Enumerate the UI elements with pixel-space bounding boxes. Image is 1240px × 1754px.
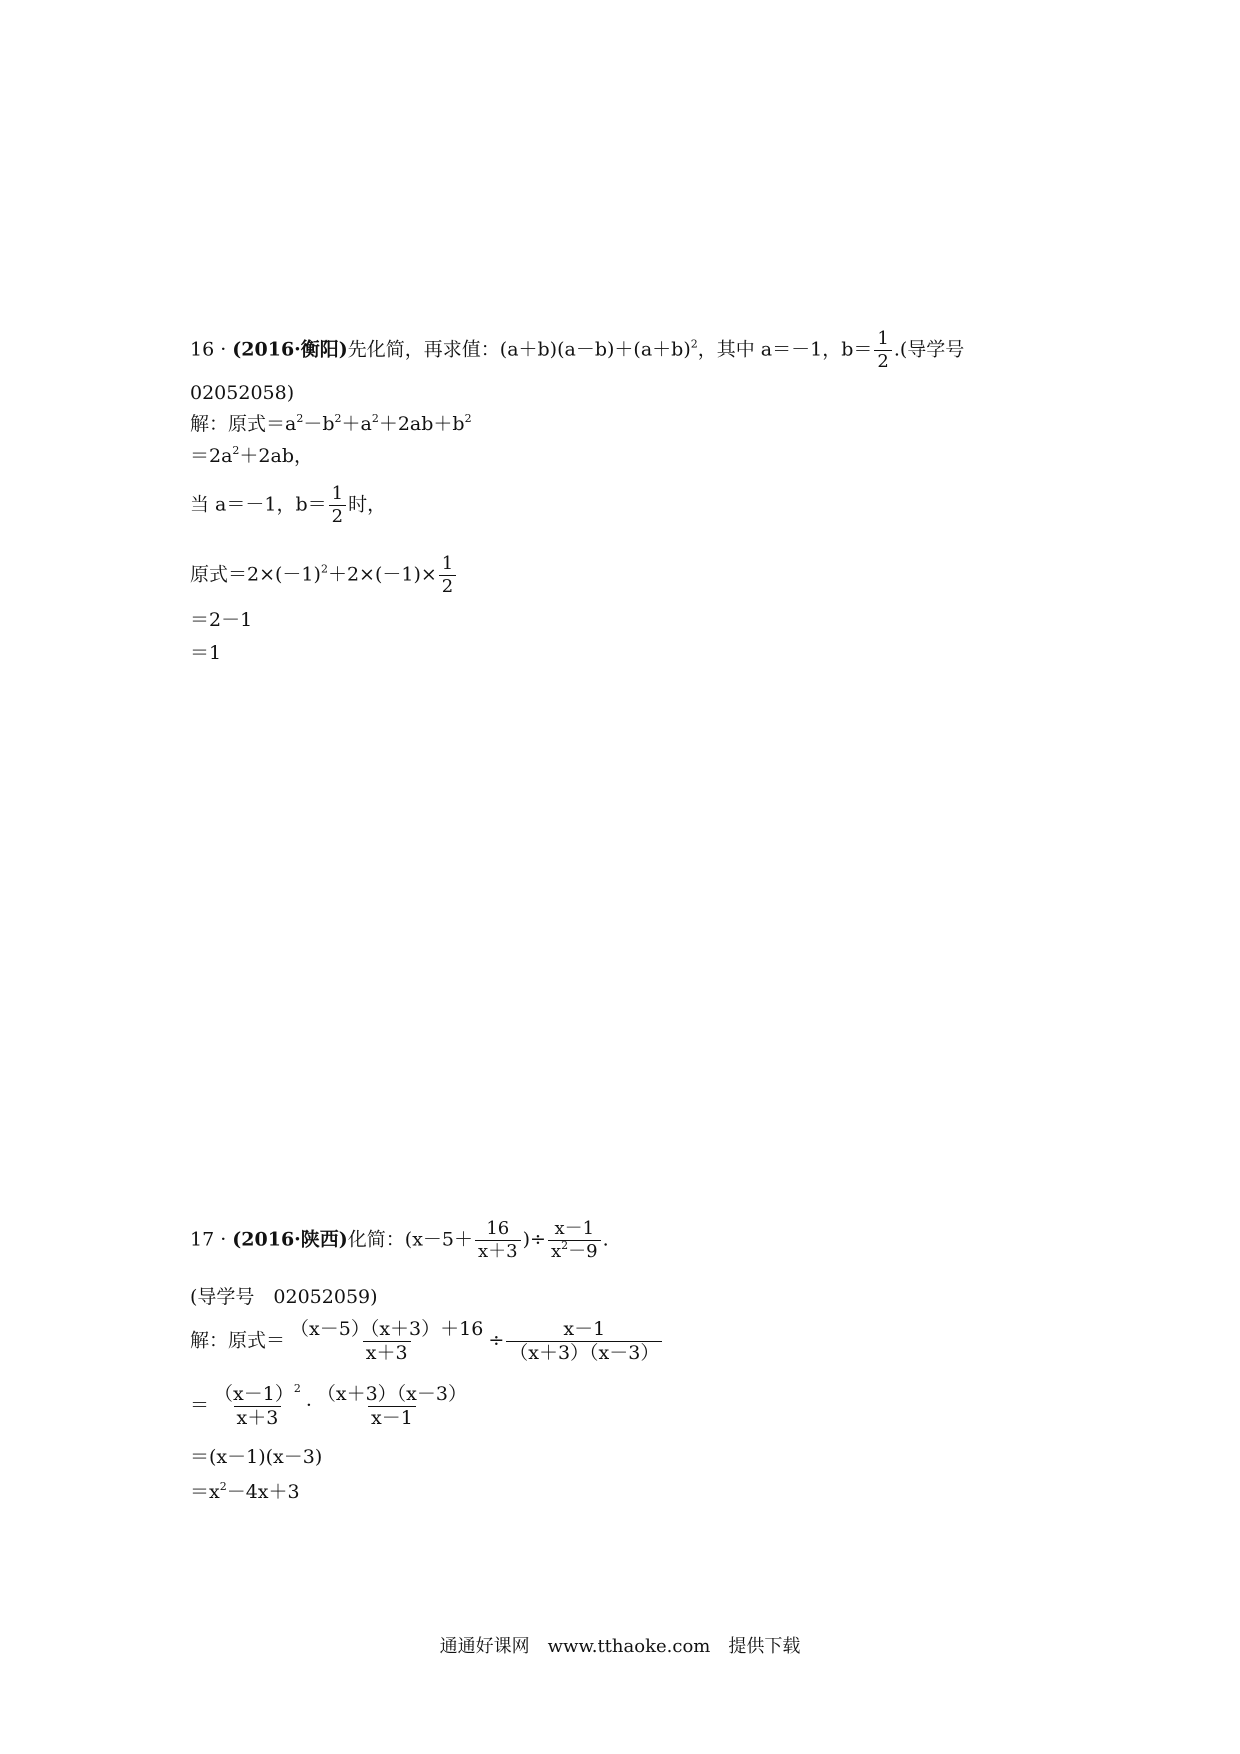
solution-17-line-3: ＝(x－1)(x－3) bbox=[190, 1446, 323, 1468]
solution-17-line-1: 解：原式＝ $\frac{(x-5)(x+3)+16}{x+3}$ ÷ $\frac{x-1}{(x+3)(x-3)}$ bbox=[190, 1320, 664, 1363]
solution-16-line-6: ＝1 bbox=[190, 642, 222, 664]
fraction-product: $\frac{(x+3)(x-3)}{x-1}$ bbox=[316, 1383, 467, 1429]
reference-label: .(导学号 bbox=[893, 338, 965, 361]
page-footer: 通通好课网 www.tthaoke.com 提供下载 bbox=[439, 1636, 801, 1657]
solution-16-line-5: ＝2－1 bbox=[190, 609, 253, 631]
fraction-half: $\frac{1}{2}$ bbox=[439, 555, 456, 596]
fraction-half: $\frac{1}{2}$ bbox=[329, 485, 346, 526]
problem-source: (2016·衡阳) bbox=[232, 338, 348, 361]
solution-16-line-3: 当 a＝－1，b＝ $\frac{1}{2}$ 时， bbox=[190, 483, 387, 527]
problem-16-statement: 16 · (2016·衡阳)先化简，再求值：$(a+b)(a-b)+(a+b)^2$，其中 a＝－1，b＝ $\frac{1}{2}$ .(导学号 bbox=[190, 328, 965, 372]
solution-16-line-1: 解：原式$=a^2-b^2+a^2+2ab+b^2$ bbox=[190, 412, 472, 435]
problem-source: (2016·陕西) bbox=[232, 1228, 348, 1251]
fraction-squared: $\frac{(x-1)^2}{x+3}$ bbox=[214, 1382, 301, 1429]
solution-17-line-4: $=x^2-4x+3$ bbox=[190, 1480, 300, 1503]
reference-code: (导学号 02052059) bbox=[190, 1286, 378, 1308]
solution-16-line-2: $=2a^2+2ab$， bbox=[190, 444, 314, 467]
problem-number: 16 · bbox=[190, 338, 233, 361]
fraction-x-minus-1: $\frac{x-1}{x^2-9}$ bbox=[548, 1220, 601, 1261]
solution-16-line-4: 原式$=2\times(-1)^2+2\times(-1)\times$ $\frac{1}{2}$ bbox=[190, 555, 458, 596]
fraction-b: $\frac{1}{2}$ bbox=[874, 330, 891, 371]
fraction-divisor: $\frac{x-1}{(x+3)(x-3)}$ bbox=[506, 1320, 662, 1363]
solution-17-line-2: ＝ $\frac{(x-1)^2}{x+3}$ · $\frac{(x+3)(x-3)}{x-1}$ bbox=[190, 1385, 472, 1428]
reference-code: 02052058) bbox=[190, 382, 295, 404]
problem-number: 17 · bbox=[190, 1228, 233, 1251]
fraction-main: $\frac{(x-5)(x+3)+16}{x+3}$ bbox=[290, 1318, 484, 1364]
fraction-16-over-x-plus-3: $\frac{16}{x+3}$ bbox=[475, 1220, 521, 1261]
problem-17-statement: 17 · (2016·陕西)化简：(x－5＋ $\frac{16}{x+3}$ )÷ $\frac{x-1}{x^2-9}$ . bbox=[190, 1218, 609, 1262]
